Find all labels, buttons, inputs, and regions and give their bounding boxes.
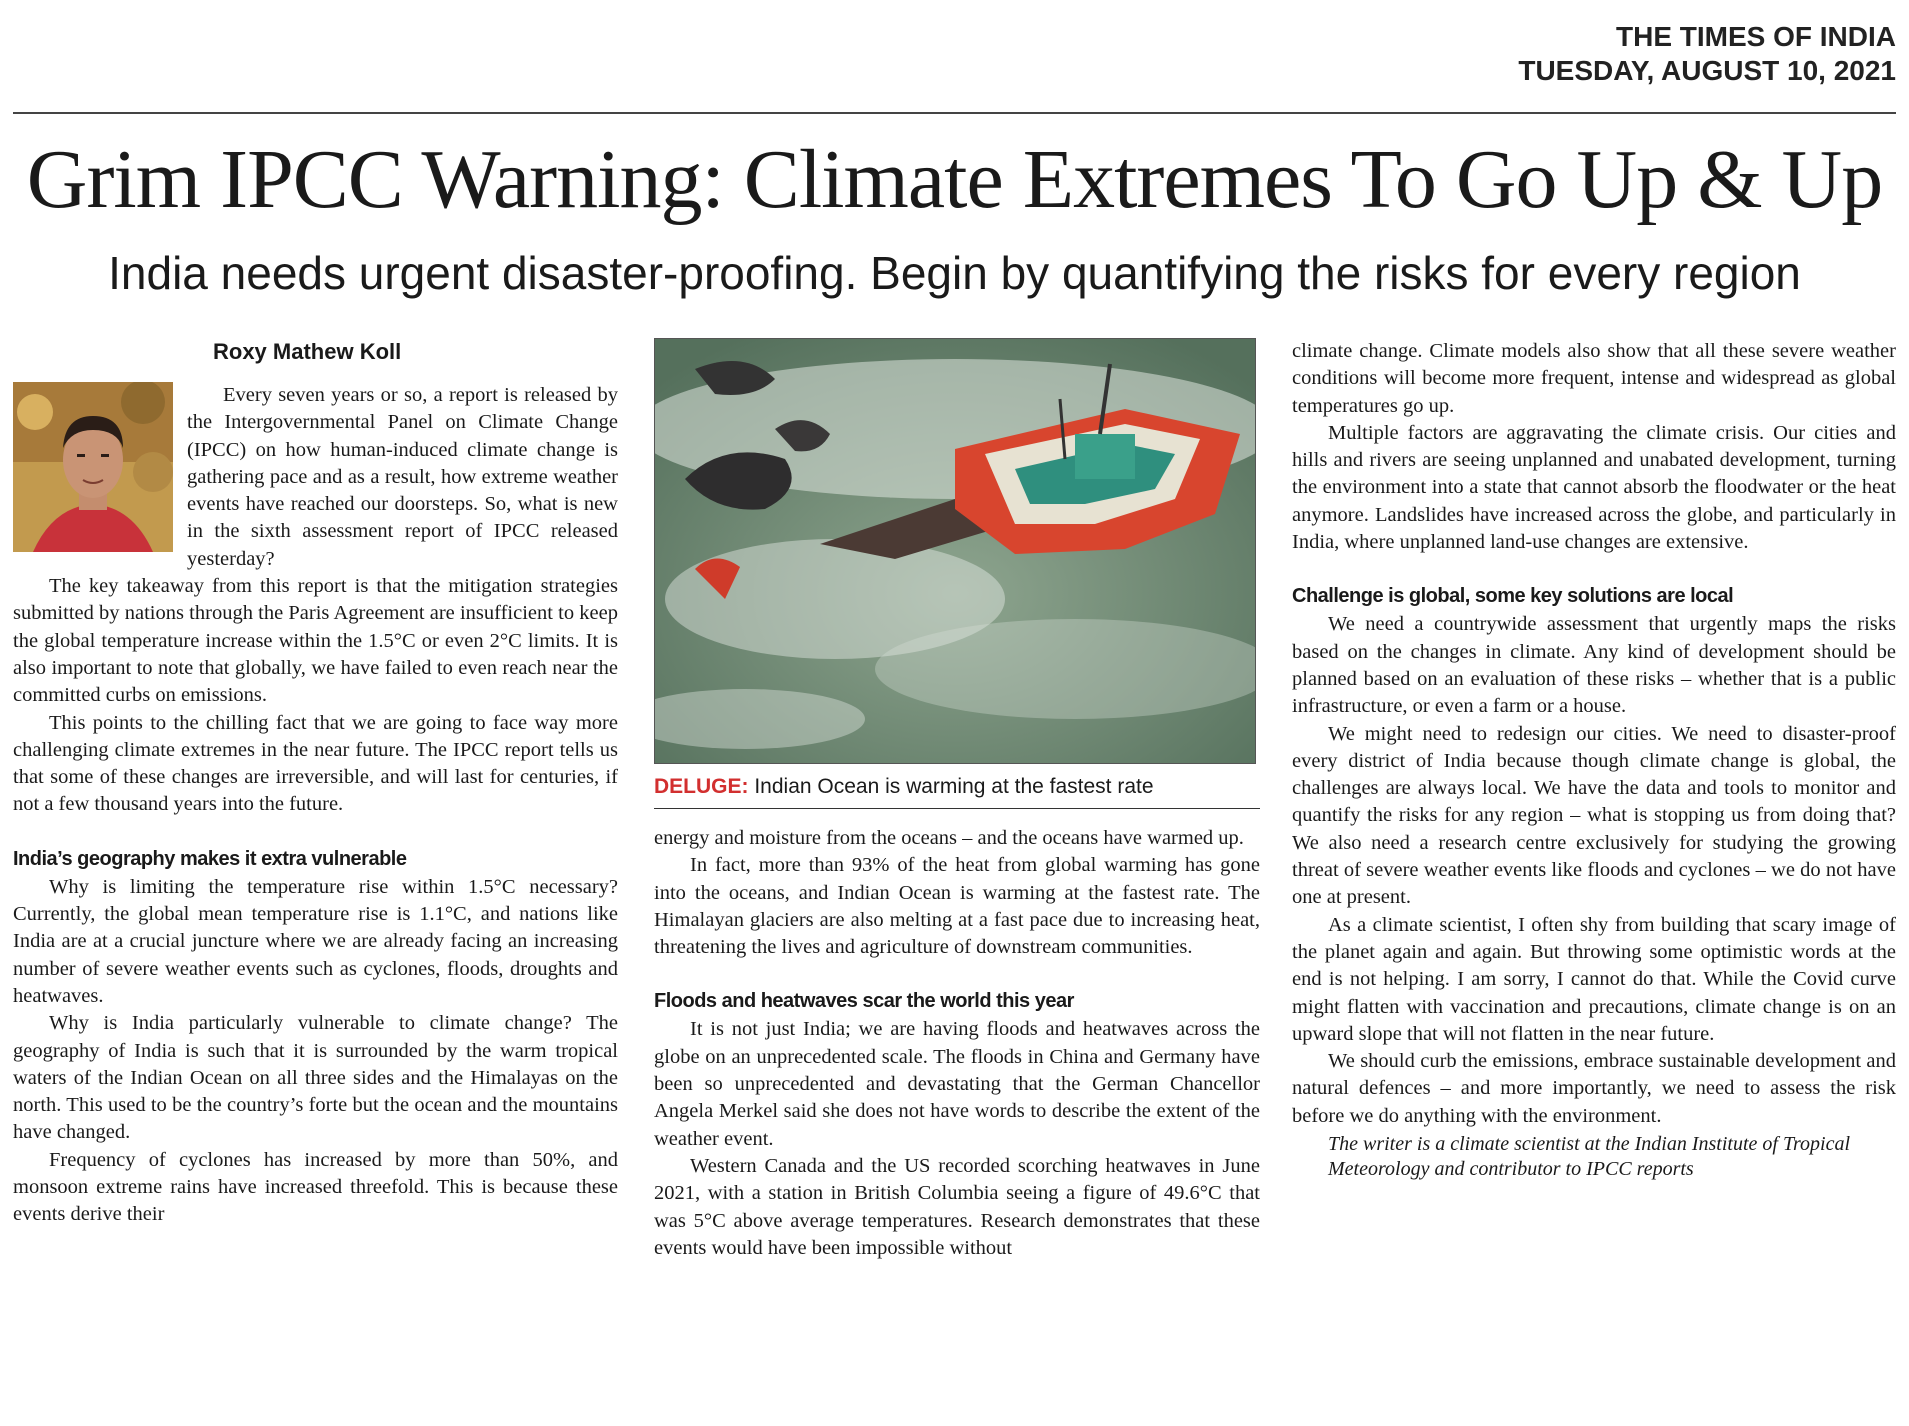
paragraph: Every seven years or so, a report is released by the Intergovernmental Panel on Climate Change (IPCC) on how human-induced climate change is gathering pace and as a result, how extreme weather events have reached our doorsteps. So, what is new in the sixth assessment report of IPCC released yesterday? xyxy=(187,384,618,570)
publication-date: TUESDAY, AUGUST 10, 2021 xyxy=(1518,55,1896,86)
section-heading: India’s geography makes it extra vulnerable xyxy=(13,847,407,870)
paragraph: Why is limiting the temperature rise within 1.5°C necessary? Currently, the global mean temperature rise is 1.1°C, and nations like India are at a crucial juncture where we are already facing an increasing number of severe weather events such as cyclones, floods, droughts and heatwaves. xyxy=(13,875,618,1007)
byline: Roxy Mathew Koll xyxy=(213,339,402,364)
subheadline: India needs urgent disaster-proofing. Begin by quantifying the risks for every region xyxy=(108,247,1801,299)
article-column-3 xyxy=(1292,338,1896,1408)
paragraph: It is not just India; we are having floods and heatwaves across the globe on an unprecedented scale. The floods in China and Germany have been so unprecedented and devastating that the German Chancellor Angela Merkel said she does not have words to describe the extent of the weather event. xyxy=(654,1018,1260,1150)
paragraph: climate change. Climate models also show that all these severe weather conditions will become more frequent, intense and widespread as global temperatures go up. xyxy=(1292,340,1896,417)
article-column-2 xyxy=(654,338,1260,1408)
caption-text: Indian Ocean is warming at the fastest rate xyxy=(748,775,1154,798)
photo-caption xyxy=(654,772,1260,809)
paragraph: energy and moisture from the oceans – and the oceans have warmed up. xyxy=(654,827,1244,849)
paragraph: As a climate scientist, I often shy from building that scary image of the planet again and again. But throwing some optimistic words at the end is not helping. I am sorry, I cannot do that. While the Covid curve might flatten with vaccination and precautions, climate change is on an upward slope that will not flatten in the near future. xyxy=(1292,913,1896,1045)
ship-photo xyxy=(654,338,1256,764)
publication-name: THE TIMES OF INDIA xyxy=(1616,21,1896,52)
article-column-1 xyxy=(13,338,618,1408)
paragraph: The key takeaway from this report is that the mitigation strategies submitted by nations through the Paris Agreement are insufficient to keep the global temperature increase within the 1.5°C or even 2°C limits. It is also important to note that globally, we have failed to even reach near the committed curbs on emissions. xyxy=(13,575,618,707)
masthead xyxy=(1518,20,1896,88)
paragraph: Frequency of cyclones has increased by more than 50%, and monsoon extreme rains have increased threefold. This is because these events derive their xyxy=(13,1148,618,1226)
author-portrait xyxy=(13,382,173,552)
headline: Grim IPCC Warning: Climate Extremes To Go Up & Up xyxy=(26,133,1883,226)
paragraph: We should curb the emissions, embrace sustainable development and natural defences – and more importantly, we need to assess the risk before we do anything with the environment. xyxy=(1292,1050,1896,1127)
paragraph: We might need to redesign our cities. We need to disaster-proof every district of India because though climate change is global, the challenges are always local. We have the data and tools to monitor and quantify the risks for any region – what is stopping us from doing that? We also need a research centre exclusively for studying the growing threat of severe weather events like floods and cyclones – we do not have one at present. xyxy=(1292,722,1896,909)
section-heading: Challenge is global, some key solutions are local xyxy=(1292,585,1734,608)
paragraph: Multiple factors are aggravating the climate crisis. Our cities and hills and rivers are seeing unplanned and unabated development, turning the environment into a state that cannot absorb the floodwater or the heat anymore. Landslides have increased across the globe, and particularly in India, where unplanned land-use changes are extensive. xyxy=(1292,421,1896,554)
paragraph: This points to the chilling fact that we are going to face way more challenging climate extremes in the near future. The IPCC report tells us that some of these changes are irreversible, and will last for centuries, if not a few thousand years into the future. xyxy=(13,711,618,816)
section-heading: Floods and heatwaves scar the world this year xyxy=(654,990,1074,1013)
paragraph: Western Canada and the US recorded scorching heatwaves in June 2021, with a station in British Columbia seeing a figure of 49.6°C that was 5°C above average temperatures. Research demonstrates that these events would have been impossible without xyxy=(654,1154,1260,1259)
paragraph: We need a countrywide assessment that urgently maps the risks based on the changes in climate. Any kind of development should be planned based on an evaluation of these risks – whether that is a public infrastructure, or even a farm or a house. xyxy=(1292,613,1896,718)
top-rule xyxy=(13,112,1896,114)
caption-label: DELUGE: xyxy=(654,775,749,798)
author-credit: The writer is a climate scientist at the Indian Institute of Tropical Meteorology and contributor to IPCC reports xyxy=(1328,1133,1851,1181)
paragraph: Why is India particularly vulnerable to climate change? The geography of India is such that it is surrounded by the warm tropical waters of the Indian Ocean on all three sides and the Himalayas on the north. This used to be the country’s forte but the ocean and the mountains have changed. xyxy=(13,1012,618,1144)
paragraph: In fact, more than 93% of the heat from global warming has gone into the oceans, and Indian Ocean is warming at the fastest rate. The Himalayan glaciers are also melting at a fast pace due to increasing heat, threatening the lives and agriculture of downstream communities. xyxy=(654,854,1260,959)
